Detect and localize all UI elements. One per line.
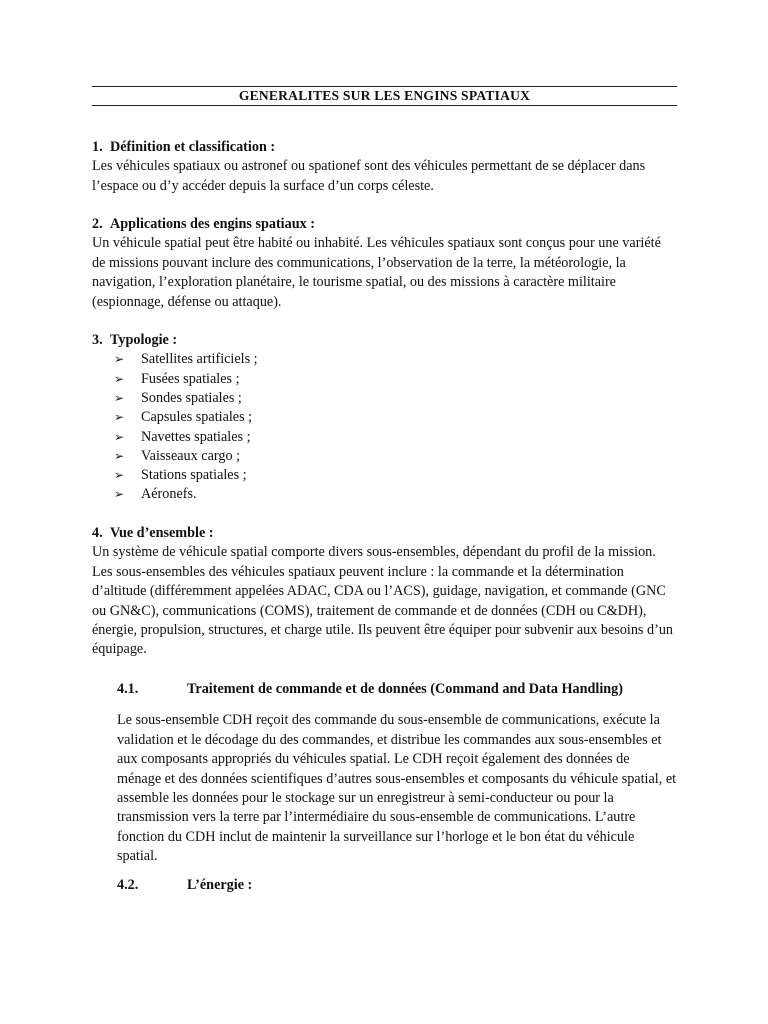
- list-item: ➢ Sondes spatiales ;: [114, 389, 677, 408]
- typology-list: [92, 350, 677, 504]
- section-definition: [92, 138, 677, 196]
- document-page: [92, 84, 677, 893]
- arrow-bullet-icon: ➢: [114, 468, 125, 483]
- arrow-bullet-icon: ➢: [114, 487, 125, 502]
- subsection-energie: [92, 876, 677, 895]
- section-typologie: [92, 331, 677, 505]
- subsection-heading: 4.1. Traitement de commande et de données (Command and Data Handling): [117, 681, 624, 697]
- arrow-bullet-icon: ➢: [114, 429, 125, 444]
- section-paragraph: Un système de véhicule spatial comporte divers sous-ensembles, dépendant du profil de la mission. Les sous-ensembles des véhicules spatiaux peuvent inclure : la commande et la détermination d’altitude (différemment appelées ADAC, CDA ou l’ACS), guidage, navigation, et commande (GNC ou GN&C), communications (COMS), traitement de commande et de données (CDH ou C&DH), énergie, propulsion, structures, et charge utile. Ils peuvent être équiper pour subvenir aux besoins d’un équipage.: [92, 544, 674, 658]
- section-paragraph: Les véhicules spatiaux ou astronef ou spationef sont des véhicules permettant de se déplacer dans l’espace ou d’y accéder depuis la surface d’un corps céleste.: [92, 158, 646, 194]
- section-overview: [92, 524, 677, 660]
- document-title: GENERALITES SUR LES ENGINS SPATIAUX: [92, 86, 677, 106]
- arrow-bullet-icon: ➢: [114, 448, 125, 463]
- section-heading: 3. Typologie :: [92, 332, 178, 348]
- list-item: ➢ Stations spatiales ;: [114, 466, 677, 485]
- section-heading: 1. Définition et classification :: [92, 139, 276, 155]
- list-item: ➢ Vaisseaux cargo ;: [114, 447, 677, 466]
- list-item: ➢ Aéronefs.: [114, 485, 677, 504]
- section-heading: 2. Applications des engins spatiaux :: [92, 216, 315, 232]
- section-heading: 4. Vue d’ensemble :: [92, 525, 214, 541]
- section-applications: [92, 215, 677, 312]
- arrow-bullet-icon: ➢: [114, 352, 125, 367]
- list-item: ➢ Satellites artificiels ;: [114, 350, 677, 369]
- list-item: ➢ Fusées spatiales ;: [114, 370, 677, 389]
- subsection-heading: 4.2. L’énergie :: [117, 877, 253, 893]
- subsection-cdh: [92, 680, 677, 867]
- subsection-paragraph: Le sous-ensemble CDH reçoit des commande du sous-ensemble de communications, exécute la validation et le décodage du des commandes, et distribue les commandes aux sous-ensembles et aux composants appropriés du véhicules spatial. Le CDH reçoit également des données de ménage et des données scientifiques d’autres sous-ensembles et composants du véhicule spatial, et assemble les données pour le stockage sur un enregistreur à semi-conducteur ou pour la transmission vers la terre par l’intermédiaire du sous-ensemble de communications. L’autre fonction du CDH inclut de maintenir la surveillance sur l’horloge et le bon état du véhicule spatial.: [117, 712, 677, 865]
- arrow-bullet-icon: ➢: [114, 410, 125, 425]
- arrow-bullet-icon: ➢: [114, 391, 125, 405]
- list-item: ➢ Navettes spatiales ;: [114, 428, 677, 447]
- section-paragraph: Un véhicule spatial peut être habité ou inhabité. Les véhicules spatiaux sont conçus pour une variété de missions pouvant inclure des communications, l’observation de la terre, la météorologie, la navigation, l’exploration planétaire, le tourisme spatial, ou des missions à caractère militaire (espionnage, défense ou attaque).: [92, 235, 661, 310]
- list-item: ➢ Capsules spatiales ;: [114, 408, 677, 427]
- arrow-bullet-icon: ➢: [114, 371, 125, 386]
